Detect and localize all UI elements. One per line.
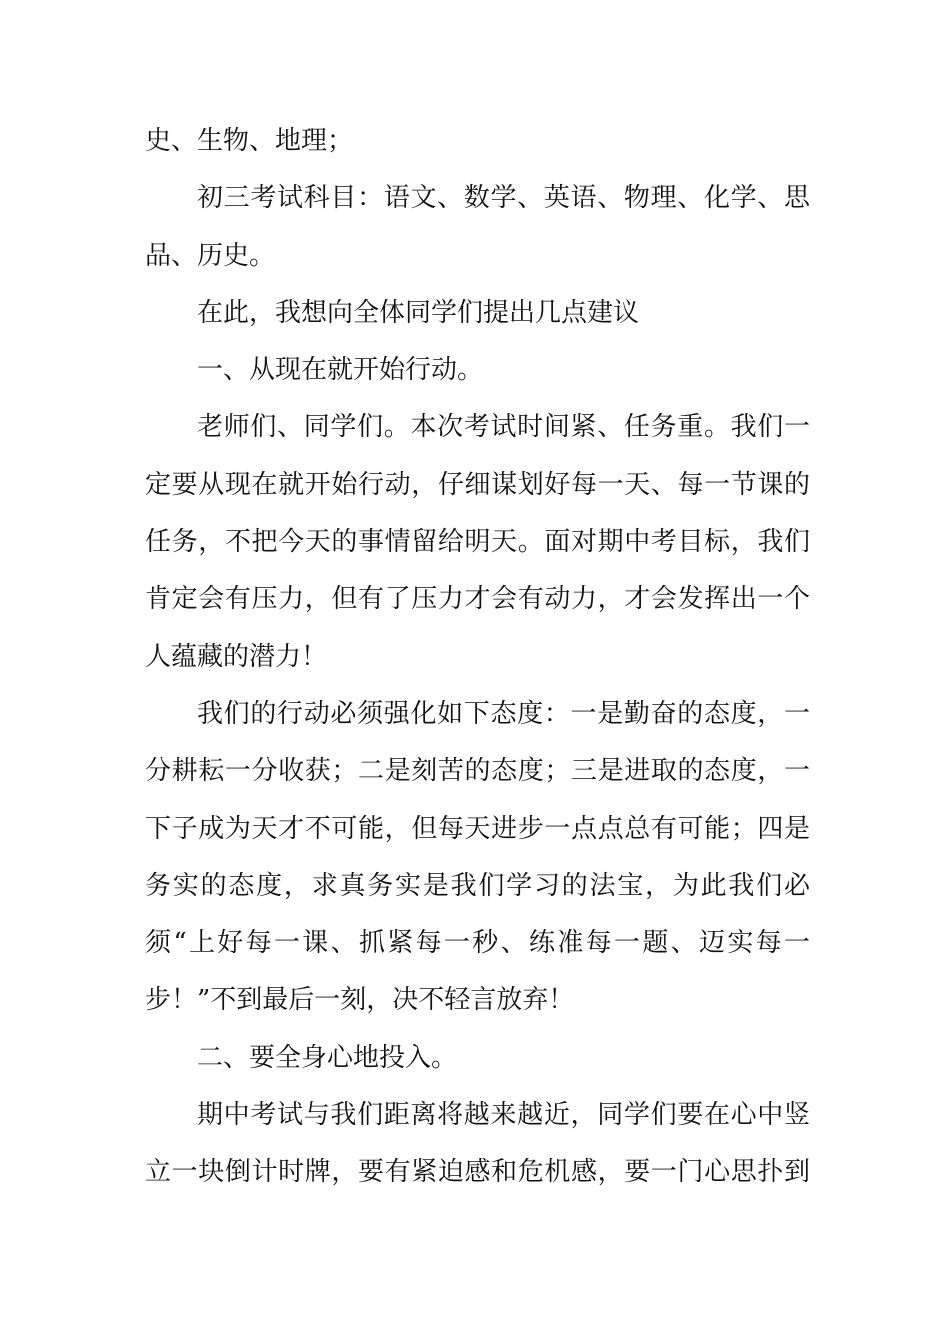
text-line: 史、生物、地理； — [145, 126, 354, 156]
text-line: 品、历史。 — [145, 240, 276, 271]
text-line: 老师们、同学们。本次考试时间紧、任务重。我们一 — [197, 412, 810, 443]
text-line: 我们的行动必须强化如下态度：一是勤奋的态度，一 — [197, 698, 810, 729]
text-line: 任务，不把今天的事情留给明天。面对期中考目标，我们 — [145, 527, 810, 558]
text-line: 分耕耘一分收获；二是刻苦的态度；三是进取的态度，一 — [145, 756, 810, 787]
document-body — [145, 113, 810, 1202]
text-line: 期中考试与我们距离将越来越近，同学们要在心中竖 — [197, 1100, 810, 1131]
text-line: 在此，我想向全体同学们提出几点建议 — [197, 297, 640, 328]
text-line: 初三考试科目：语文、数学、英语、物理、化学、思 — [197, 183, 810, 214]
text-line: 下子成为天才不可能，但每天进步一点点总有可能；四是 — [145, 813, 810, 844]
text-line: 步！”不到最后一刻，决不轻言放弃！ — [145, 985, 575, 1016]
section-heading: 二、要全身心地投入。 — [197, 1042, 458, 1073]
text-line: 定要从现在就开始行动，仔细谋划好每一天、每一节课的 — [145, 469, 810, 500]
text-line: 肯定会有压力，但有了压力才会有动力，才会发挥出一个 — [145, 584, 810, 615]
text-line: 务实的态度，求真务实是我们学习的法宝，为此我们必 — [145, 870, 810, 901]
section-heading: 一、从现在就开始行动。 — [197, 355, 484, 386]
text-line: 立一块倒计时牌，要有紧迫感和危机感，要一门心思扑到 — [145, 1157, 810, 1188]
text-line: 须“上好每一课、抓紧每一秒、练准每一题、迈实每一 — [145, 928, 810, 959]
text-line: 人蕴藏的潜力！ — [145, 641, 328, 672]
